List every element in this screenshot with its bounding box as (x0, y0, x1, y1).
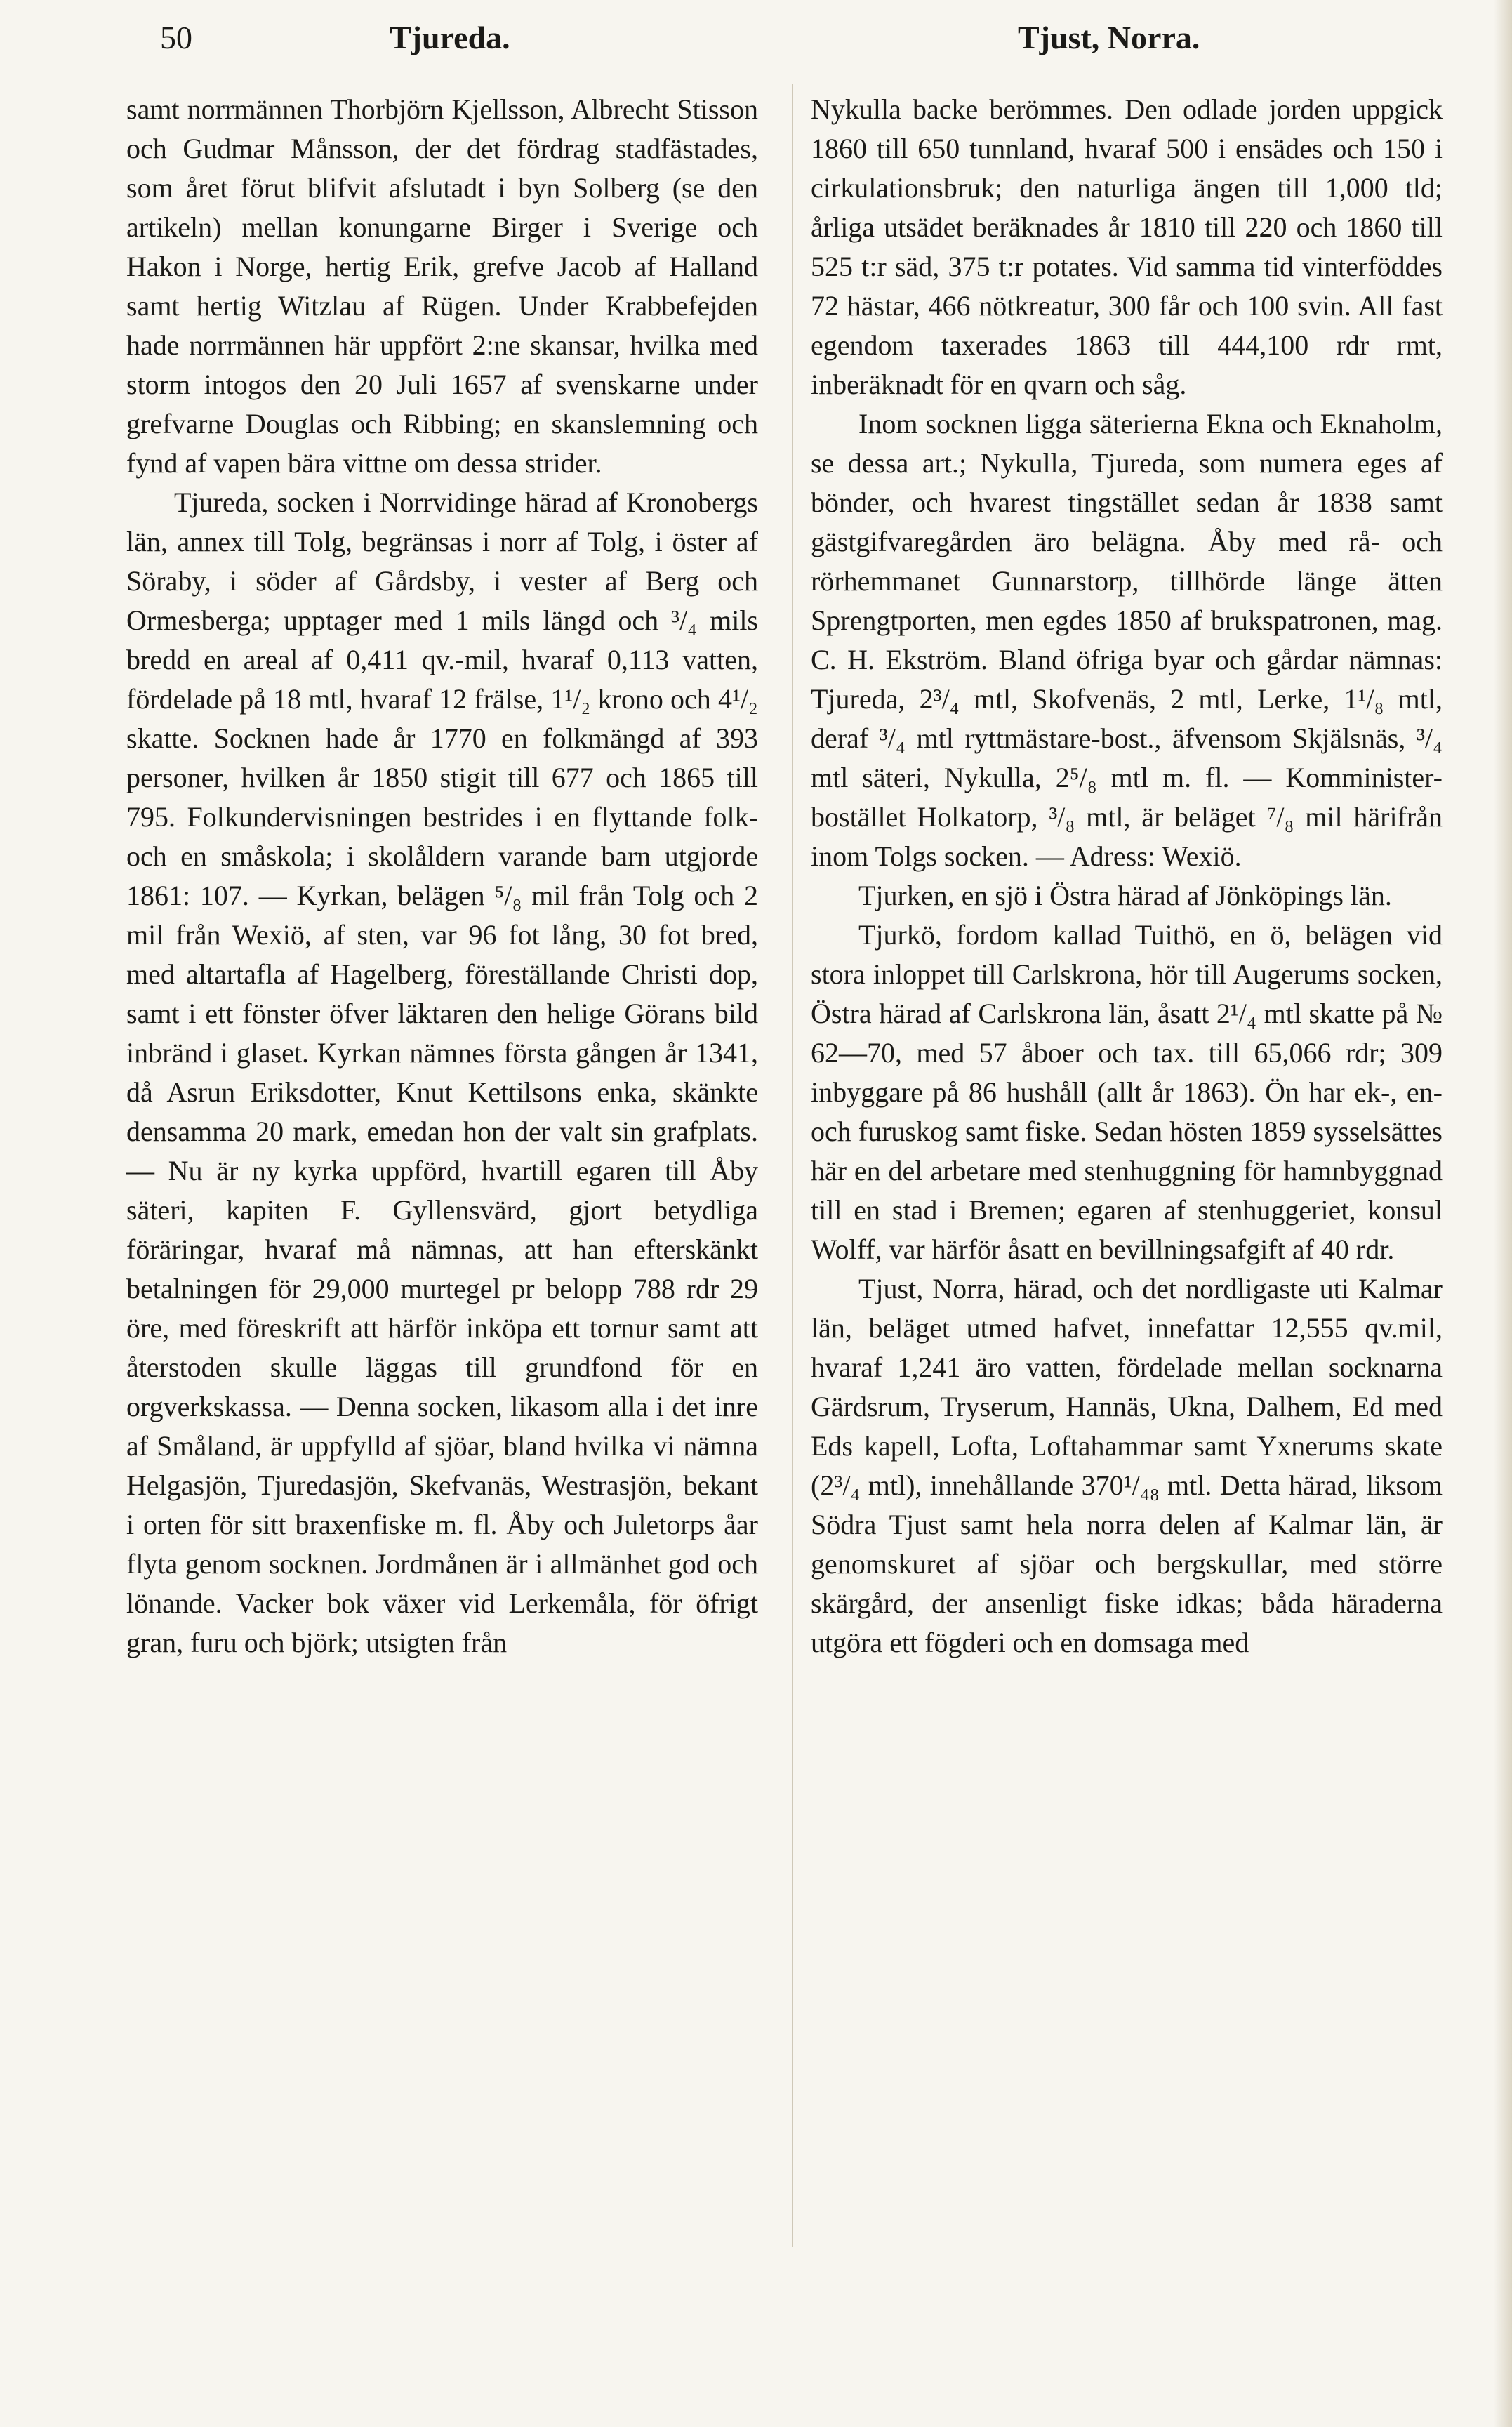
entry-tjurko: Tjurkö, fordom kallad Tuithö, en ö, belägen vid stora inloppet till Carlskrona, hör till Augerums socken, Östra härad af Carlskrona län, åsatt 2¹/₄ mtl skatte på № 62—70, med 57 åboer och tax. till 65,066 rdr; 309 inbyggare på 86 hushåll (allt år 1863). Ön har ek-, en- och furuskog samt fiske. Sedan hösten 1859 sysselsättes här en del arbetare med stenhuggning för hamnbyggnad till en stad i Bremen; egaren af stenhuggeriet, konsul Wolff, var härför åsatt en bevillningsafgift af 40 rdr. (811, 919, 1443, 1265)
running-head-left: Tjureda. (390, 20, 510, 55)
right-column (811, 90, 1443, 1662)
column-divider (792, 84, 793, 2247)
paragraph-battle: samt norrmännen Thorbjörn Kjellsson, Albrecht Stisson och Gudmar Månsson, der det fördrag stadfästades, som året förut blifvit afslutadt i byn Solberg (se den artikeln) mellan konungarne Birger i Sverige och Hakon i Norge, hertig Erik, grefve Jacob af Halland samt hertig Witzlau af Rügen. Under Krabbefejden hade norrmännen här uppfört 2:ne skansar, hvilka med storm intogos den 20 Juli 1657 af svenskarne under grefvarne Douglas och Ribbing; en skanslemning och fynd af vapen bära vittne om dessa strider. (126, 93, 758, 479)
entry-tjurken: Tjurken, en sjö i Östra härad af Jönköpings län. (858, 880, 1392, 911)
entry-tjust-norra: Tjust, Norra, härad, och det nordligaste uti Kalmar län, beläget utmed hafvet, innefattar 12,555 qv.mil, hvaraf 1,241 äro vatten, fördelade mellan socknarna Gärdsrum, Tryserum, Hannäs, Ukna, Dalhem, Ed med Eds kapell, Lofta, Loftahammar samt Yxnerums skate (2³/₄ mtl), innehållande 370¹/₄₈ mtl. Detta härad, liksom Södra Tjust samt hela norra delen af Kalmar län, är genomskuret af sjöar och bergskullar, med större skärgård, der ansenligt fiske idkas; båda häraderna utgöra ett fögderi och en domsaga med (811, 1273, 1443, 1658)
paragraph-saterier: Inom socknen ligga säterierna Ekna och Eknaholm, se dessa art.; Nykulla, Tjureda, som numera eges af bönder, och hvarest tingstället sedan år 1838 samt gästgifvaregården äro belägna. Åby med rå- och rörhemmanet Gunnarstorp, tillhörde länge ätten Sprengtporten, men egdes 1850 af brukspatronen, mag. C. H. Ekström. Bland öfriga byar och gårdar nämnas: Tjureda, 2³/₄ mtl, Skofvenäs, 2 mtl, Lerke, 1¹/₈ mtl, deraf ³/₄ mtl ryttmästare-bost., äfvensom Skjälsnäs, ³/₄ mtl säteri, Nykulla, 2⁵/₈ mtl m. fl. — Komminister-bostället Holkatorp, ³/₈ mtl, är beläget ⁷/₈ mil härifrån inom Tolgs socken. — Adress: Wexiö. (811, 408, 1443, 872)
page-edge (1494, 0, 1512, 2427)
page-number: 50 (160, 20, 192, 55)
paragraph-nykulla: Nykulla backe berömmes. Den odlade jorden uppgick 1860 till 650 tunnland, hvaraf 500 i ensädes och 150 i cirkulationsbruk; den naturliga ängen till 1,000 tld; årliga utsädet beräknades år 1810 till 220 och 1860 till 525 t:r säd, 375 t:r potates. Vid samma tid vinterföddes 72 hästar, 466 nötkreatur, 300 får och 100 svin. All fast egendom taxerades 1863 till 444,100 rdr rmt, inberäknadt för en qvarn och såg. (811, 93, 1443, 400)
left-column (126, 90, 758, 1662)
running-head-right: Tjust, Norra. (1018, 20, 1200, 55)
entry-tjureda: Tjureda, socken i Norrvidinge härad af Kronobergs län, annex till Tolg, begränsas i norr af Tolg, i öster af Söraby, i söder af Gårdsby, i vester af Berg och Ormesberga; upptager med 1 mils längd och ³/₄ mils bredd en areal af 0,411 qv.-mil, hvaraf 0,113 vatten, fördelade på 18 mtl, hvaraf 12 frälse, 1¹/₂ krono och 4¹/₂ skatte. Socknen hade år 1770 en folkmängd af 393 personer, hvilken år 1850 stigit till 677 och 1865 till 795. Folkundervisningen bestrides i en flyttande folk- och en småskola; i skolåldern varande barn utgjorde 1861: 107. — Kyrkan, belägen ⁵/₈ mil från Tolg och 2 mil från Wexiö, af sten, var 96 fot lång, 30 fot bred, med altartafla af Hagelberg, föreställande Christi dop, samt i ett fönster öfver läktaren den helige Görans bild inbränd i glaset. Kyrkan nämnes första gången år 1341, då Asrun Eriksdotter, Knut Kettilsons enka, skänkte densamma 20 mark, emedan hon der valt sin grafplats. — Nu är ny kyrka uppförd, hvartill egaren till Åby säteri, kapiten F. Gyllensvärd, gjort betydliga föräringar, hvaraf må nämnas, att han efterskänkt betalningen för 29,000 murtegel pr belopp 788 rdr 29 öre, med föreskrift att härför inköpa ett tornur samt att återstoden skulle läggas till grundfond för en orgverkskassa. — Denna socken, likasom alla i det inre af Småland, är uppfylld af sjöar, bland hvilka vi nämna Helgasjön, Tjuredasjön, Skefvanäs, Westrasjön, bekant i orten för sitt braxenfiske m. fl. Åby och Juletorps åar flyta genom socknen. Jordmånen är i allmänhet god och lönande. Vacker bok växer vid Lerkemåla, för öfrigt gran, furu och björk; utsigten från (126, 487, 758, 1658)
